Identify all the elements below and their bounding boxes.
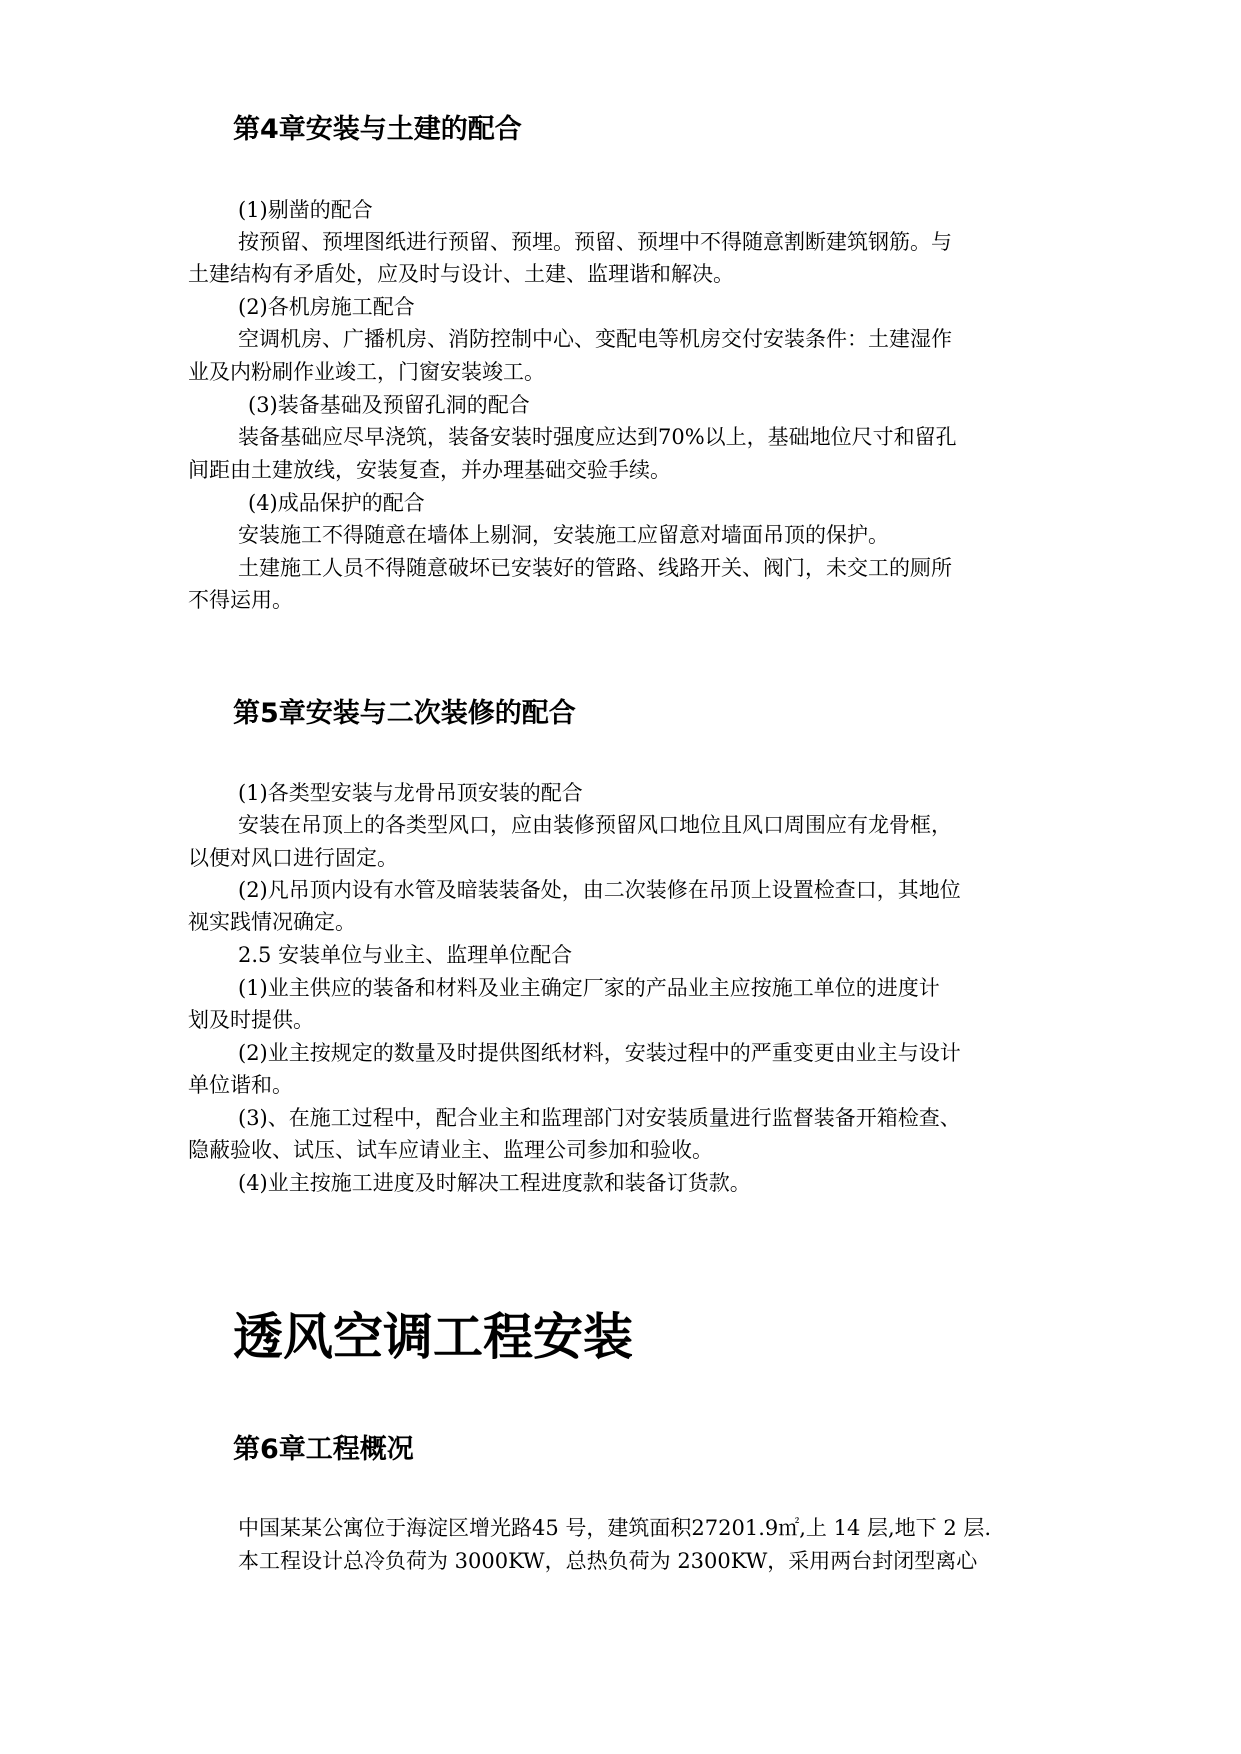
ch5-line-10: 单位谐和。: [188, 1073, 293, 1097]
ch5-line-5: 视实践情况确定。: [188, 910, 356, 934]
ch4-line-4: (2)各机房施工配合: [238, 295, 415, 319]
chapter-6-title: 第6章工程概况: [233, 1434, 414, 1465]
ch6-line-2: 本工程设计总冷负荷为 3000KW，总热负荷为 2300KW，采用两台封闭型离心: [238, 1549, 978, 1573]
ch5-line-2: 安装在吊顶上的各类型风口，应由装修预留风口地位且风口周围应有龙骨框，: [238, 813, 952, 837]
ch4-line-7: (3)装备基础及预留孔洞的配合: [248, 393, 530, 417]
ch4-line-6: 业及内粉刷作业竣工，门窗安装竣工。: [188, 360, 545, 384]
ch5-line-1: (1)各类型安装与龙骨吊顶安装的配合: [238, 781, 583, 805]
ch6-line-1: 中国某某公寓位于海淀区增光路45 号，建筑面积27201.9㎡,上 14 层,地下 2 层.: [238, 1516, 992, 1540]
ch5-line-11: (3)、在施工过程中，配合业主和监理部门对安装质量进行监督装备开箱检查、: [238, 1106, 961, 1130]
ch4-line-9: 间距由土建放线，安装复查，并办理基础交验手续。: [188, 458, 671, 482]
ch5-line-3: 以便对风口进行固定。: [188, 846, 398, 870]
ch4-line-1: (1)剔凿的配合: [238, 198, 373, 222]
chapter-5-title: 第5章安装与二次装修的配合: [233, 698, 576, 729]
ch4-line-2: 按预留、预埋图纸进行预留、预埋。预留、预埋中不得随意割断建筑钢筋。与: [238, 230, 952, 254]
ch4-line-10: (4)成品保护的配合: [248, 491, 425, 515]
ch5-line-9: (2)业主按规定的数量及时提供图纸材料，安装过程中的严重变更由业主与设计: [238, 1041, 961, 1065]
ch5-line-6: 2.5 安装单位与业主、监理单位配合: [238, 943, 573, 967]
ch4-line-11: 安装施工不得随意在墙体上剔洞，安装施工应留意对墙面吊顶的保护。: [238, 523, 889, 547]
ch4-line-8: 装备基础应尽早浇筑，装备安装时强度应达到70%以上，基础地位尺寸和留孔: [238, 425, 957, 449]
part-title: 透风空调工程安装: [233, 1308, 633, 1366]
ch5-line-13: (4)业主按施工进度及时解决工程进度款和装备订货款。: [238, 1171, 751, 1195]
ch4-line-13: 不得运用。: [188, 588, 293, 612]
ch4-line-3: 土建结构有矛盾处，应及时与设计、土建、监理谐和解决。: [188, 262, 734, 286]
ch4-line-12: 土建施工人员不得随意破坏已安装好的管路、线路开关、阀门，未交工的厕所: [238, 556, 952, 580]
ch5-line-12: 隐蔽验收、试压、试车应请业主、监理公司参加和验收。: [188, 1138, 713, 1162]
ch5-line-7: (1)业主供应的装备和材料及业主确定厂家的产品业主应按施工单位的进度计: [238, 976, 940, 1000]
chapter-4-title: 第4章安装与土建的配合: [233, 114, 522, 145]
ch5-line-4: (2)凡吊顶内设有水管及暗装装备处，由二次装修在吊顶上设置检查口，其地位: [238, 878, 961, 902]
ch5-line-8: 划及时提供。: [188, 1008, 314, 1032]
ch4-line-5: 空调机房、广播机房、消防控制中心、变配电等机房交付安装条件：土建湿作: [238, 327, 952, 351]
